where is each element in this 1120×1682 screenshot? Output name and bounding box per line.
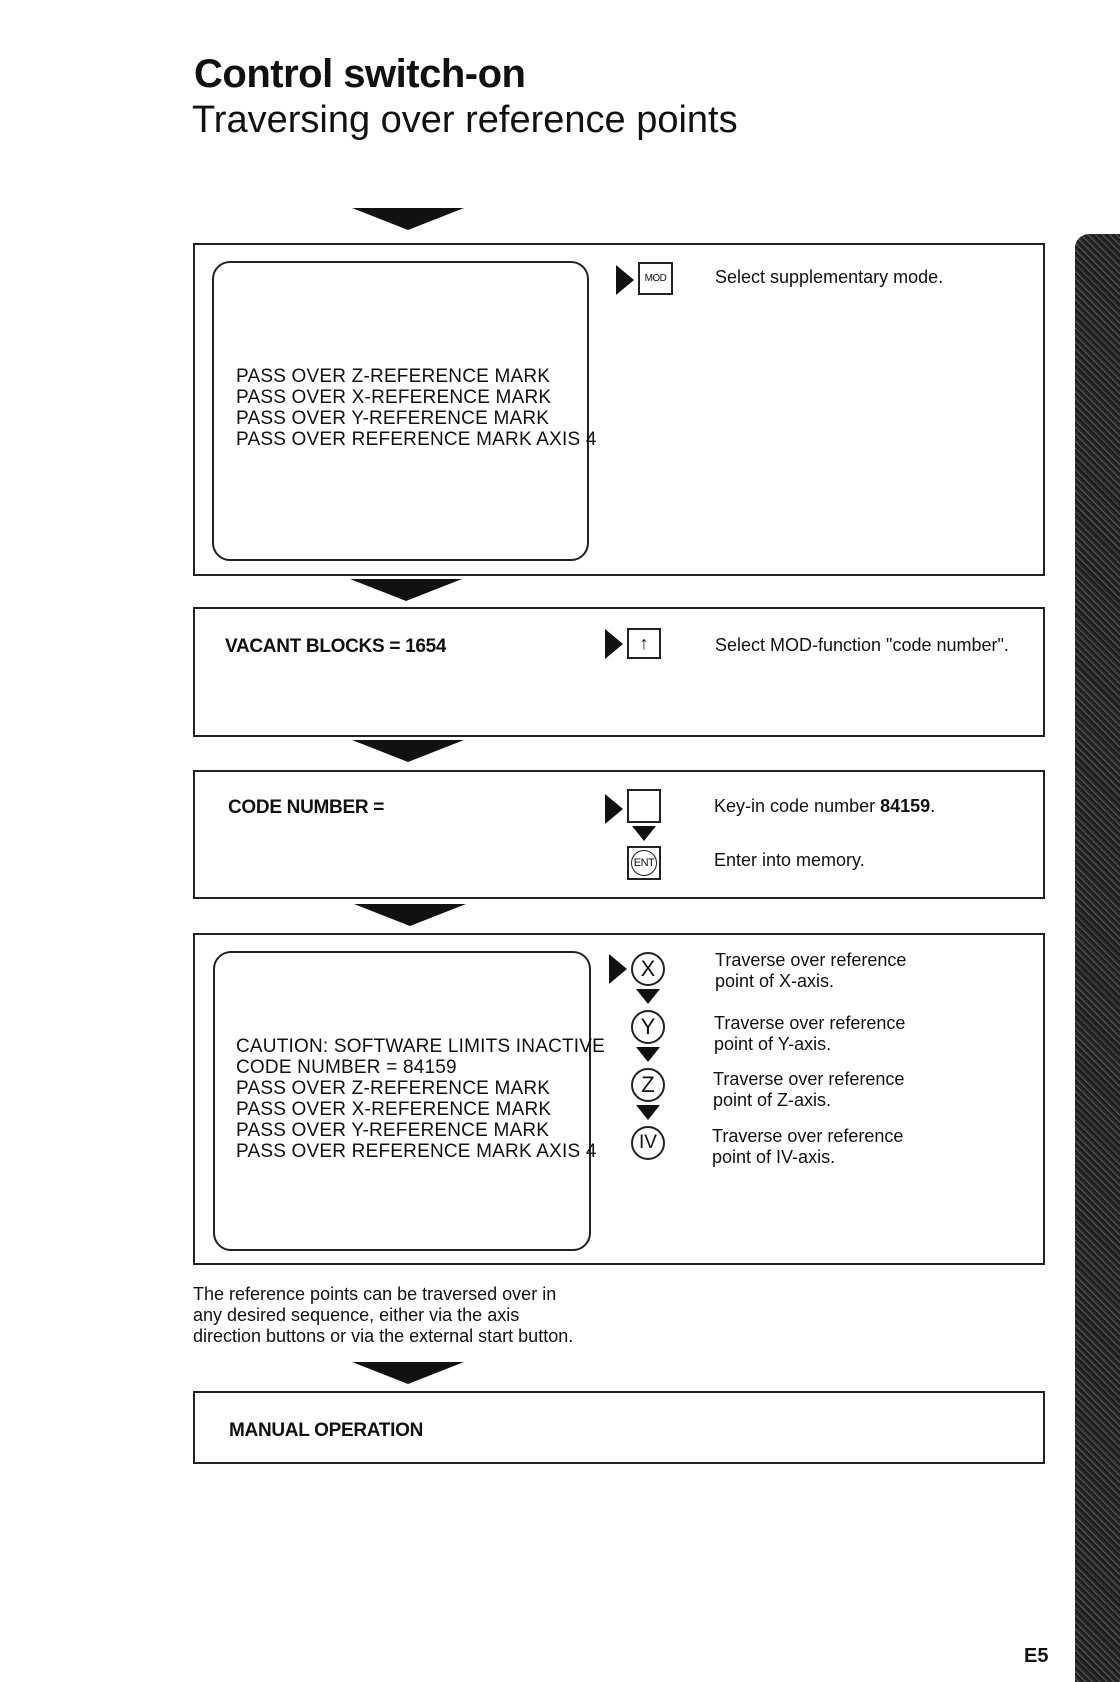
page-subtitle: Traversing over reference points <box>192 99 738 141</box>
x-axis-key-button[interactable]: X <box>631 952 665 986</box>
step5-box <box>193 1391 1045 1464</box>
play-arrow-icon <box>609 954 627 984</box>
down-arrow-icon <box>636 989 660 1004</box>
description-line: Traverse over reference <box>713 1069 905 1089</box>
screen-line: PASS OVER X-REFERENCE MARK <box>236 1099 552 1120</box>
sequence-note <box>193 1284 613 1347</box>
down-arrow-icon <box>636 1105 660 1120</box>
ent-key-label: ENT <box>631 850 657 876</box>
description-line: Traverse over reference <box>715 950 907 970</box>
screen-line: PASS OVER Y-REFERENCE MARK <box>236 408 550 429</box>
z-axis-key-button[interactable]: Z <box>631 1068 665 1102</box>
mod-key-button[interactable]: MOD <box>638 262 673 295</box>
step3-description <box>714 796 935 817</box>
description-line: Traverse over reference <box>712 1126 904 1146</box>
play-arrow-icon <box>616 265 634 295</box>
step2-box <box>193 607 1045 737</box>
flow-arrow-3 <box>352 740 464 762</box>
description-line: point of IV-axis. <box>712 1147 836 1167</box>
ent-key-button[interactable] <box>627 846 661 880</box>
description-line: point of X-axis. <box>715 971 835 991</box>
screen-line: PASS OVER X-REFERENCE MARK <box>236 387 552 408</box>
x-axis-description <box>715 950 906 992</box>
note-line: The reference points can be traversed over in <box>193 1284 557 1304</box>
step3-enter-description: Enter into memory. <box>714 850 865 870</box>
description-line: point of Y-axis. <box>714 1034 832 1054</box>
step2-description: Select MOD-function "code number". <box>715 635 1009 655</box>
step3-box <box>193 770 1045 899</box>
note-line: direction buttons or via the external start button. <box>193 1326 574 1346</box>
flow-arrow-4 <box>354 904 466 926</box>
screen-line: CODE NUMBER = 84159 <box>236 1057 457 1078</box>
screen-line: PASS OVER REFERENCE MARK AXIS 4 <box>236 1141 597 1162</box>
description-line: Traverse over reference <box>714 1013 906 1033</box>
step3-description-end: . <box>930 796 936 816</box>
down-arrow-icon <box>632 826 656 841</box>
step4-screen <box>213 951 606 1251</box>
step1-box <box>193 243 1045 576</box>
step3-description-text: Key-in code number <box>714 796 881 816</box>
arrow-up-key-button[interactable]: ↑ <box>627 628 661 659</box>
axis-iv-description <box>712 1126 903 1168</box>
step1-screen-text <box>236 366 597 450</box>
down-arrow-icon <box>636 1047 660 1062</box>
screen-line: PASS OVER Y-REFERENCE MARK <box>236 1120 550 1141</box>
note-line: any desired sequence, either via the axis <box>193 1305 520 1325</box>
step1-screen <box>212 261 597 561</box>
vacant-blocks-status: VACANT BLOCKS = 1654 <box>225 636 447 657</box>
y-axis-description <box>714 1013 905 1055</box>
flow-arrow-1 <box>352 208 464 230</box>
screen-line: PASS OVER Z-REFERENCE MARK <box>236 366 551 387</box>
screen-line: PASS OVER Z-REFERENCE MARK <box>236 1078 551 1099</box>
y-axis-key-button[interactable]: Y <box>631 1010 665 1044</box>
step4-box <box>193 933 1045 1265</box>
axis-iv-key-button[interactable]: IV <box>631 1126 665 1160</box>
flow-arrow-5 <box>352 1362 464 1384</box>
section-thumb-tab <box>1075 234 1120 1682</box>
page-title: Control switch-on <box>194 52 526 96</box>
page-number: E5 <box>1024 1645 1049 1667</box>
flow-arrow-2 <box>350 579 462 601</box>
step1-description: Select supplementary mode. <box>715 267 944 287</box>
screen-line: PASS OVER REFERENCE MARK AXIS 4 <box>236 429 597 450</box>
step3-code-number: 84159 <box>880 796 931 816</box>
manual-operation-status: MANUAL OPERATION <box>229 1420 423 1441</box>
numeric-key-button[interactable] <box>627 789 661 823</box>
step4-screen-text <box>236 1036 605 1162</box>
play-arrow-icon <box>605 629 623 659</box>
description-line: point of Z-axis. <box>713 1090 832 1110</box>
code-number-status: CODE NUMBER = <box>228 797 385 818</box>
screen-line: CAUTION: SOFTWARE LIMITS INACTIVE <box>236 1036 606 1057</box>
z-axis-description <box>713 1069 904 1111</box>
play-arrow-icon <box>605 794 623 824</box>
